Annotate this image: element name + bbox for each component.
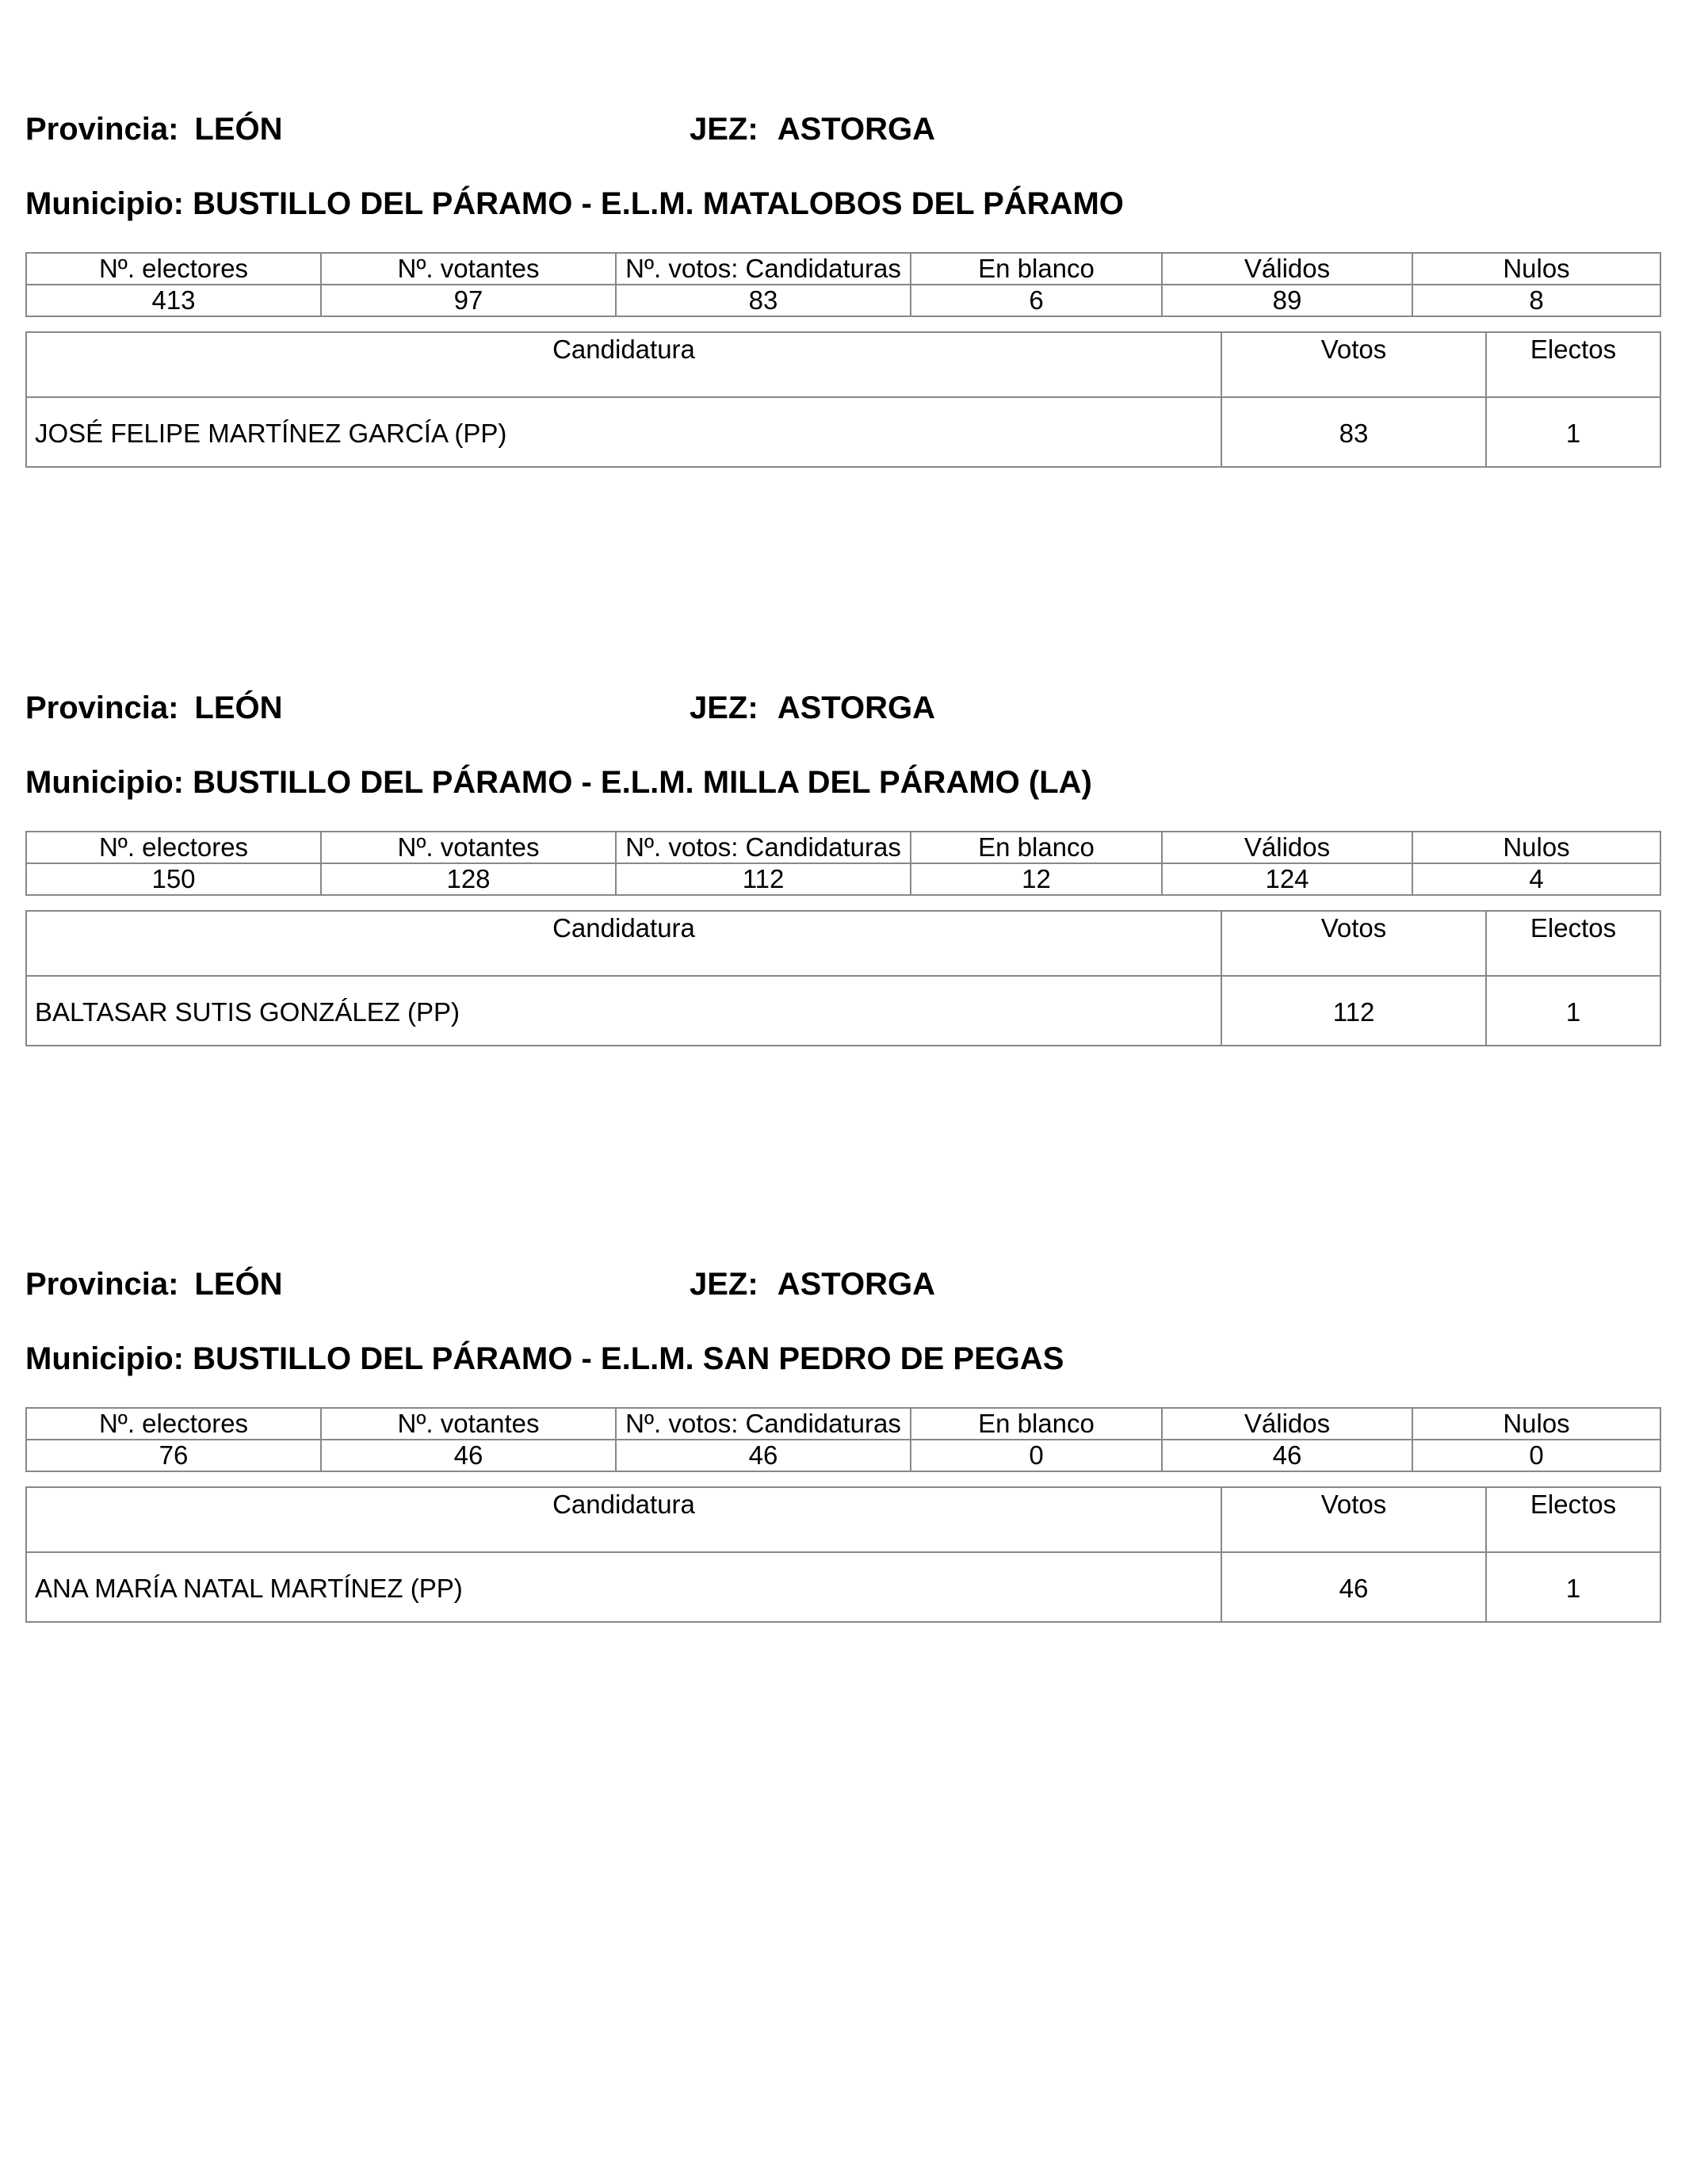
municipio-line (25, 1341, 1064, 1377)
en-blanco-value: 12 (911, 863, 1162, 895)
votantes-value: 97 (321, 285, 616, 316)
candidate-elected: 1 (1486, 976, 1660, 1046)
candidates-table (25, 1486, 1661, 1623)
jez-label: JEZ: (690, 1267, 758, 1302)
municipio-line (25, 764, 1092, 801)
candidates-table (25, 910, 1661, 1046)
candidates-header-row (26, 332, 1660, 397)
jez-value: ASTORGA (777, 690, 935, 725)
votantes-value: 46 (321, 1440, 616, 1471)
votos-header: Votos (1221, 332, 1486, 397)
provincia-label: Provincia: (25, 690, 179, 725)
jez-label: JEZ: (690, 112, 758, 147)
candidate-votes: 46 (1221, 1552, 1486, 1622)
votos-header: Votos (1221, 911, 1486, 976)
stats-header-cell: Nº. electores (26, 1408, 321, 1440)
stats-header-cell: En blanco (911, 1408, 1162, 1440)
candidate-row (26, 976, 1660, 1046)
validos-value: 124 (1162, 863, 1412, 895)
stats-value-row (26, 863, 1660, 895)
stats-table (25, 1407, 1661, 1472)
stats-header-cell: Nº. votantes (321, 832, 616, 863)
stats-table (25, 252, 1661, 317)
stats-header-cell: Nº. votantes (321, 253, 616, 285)
provincia-line (25, 111, 283, 147)
candidatura-header: Candidatura (26, 1487, 1221, 1552)
municipio-line (25, 186, 1124, 222)
candidates-header-row (26, 1487, 1660, 1552)
provincia-value: LEÓN (194, 112, 283, 147)
stats-header-cell: Nº. votos: Candidaturas (616, 1408, 911, 1440)
stats-header-row (26, 832, 1660, 863)
municipio-label: Municipio: (25, 1341, 184, 1376)
electos-header: Electos (1486, 332, 1660, 397)
votos-candidaturas-value: 83 (616, 285, 911, 316)
electores-value: 150 (26, 863, 321, 895)
stats-header-cell: Nº. electores (26, 253, 321, 285)
en-blanco-value: 6 (911, 285, 1162, 316)
stats-header-cell: Nulos (1412, 253, 1660, 285)
candidatura-header: Candidatura (26, 911, 1221, 976)
provincia-value: LEÓN (194, 690, 283, 725)
stats-header-row (26, 253, 1660, 285)
votos-header: Votos (1221, 1487, 1486, 1552)
provincia-label: Provincia: (25, 112, 179, 147)
votos-candidaturas-value: 46 (616, 1440, 911, 1471)
candidate-row (26, 397, 1660, 467)
electores-value: 76 (26, 1440, 321, 1471)
nulos-value: 4 (1412, 863, 1660, 895)
votantes-value: 128 (321, 863, 616, 895)
en-blanco-value: 0 (911, 1440, 1162, 1471)
municipio-value: BUSTILLO DEL PÁRAMO - E.L.M. MATALOBOS DEL PÁRAMO (193, 186, 1124, 221)
candidatura-header: Candidatura (26, 332, 1221, 397)
stats-value-row (26, 1440, 1660, 1471)
municipio-label: Municipio: (25, 765, 184, 800)
nulos-value: 8 (1412, 285, 1660, 316)
stats-header-cell: Válidos (1162, 253, 1412, 285)
stats-header-cell: En blanco (911, 832, 1162, 863)
stats-header-cell: En blanco (911, 253, 1162, 285)
jez-value: ASTORGA (777, 112, 935, 147)
stats-header-cell: Nulos (1412, 832, 1660, 863)
provincia-value: LEÓN (194, 1267, 283, 1302)
electos-header: Electos (1486, 911, 1660, 976)
jez-line (690, 690, 935, 726)
stats-header-cell: Válidos (1162, 832, 1412, 863)
jez-line (690, 1266, 935, 1302)
candidate-name: ANA MARÍA NATAL MARTÍNEZ (PP) (26, 1552, 1221, 1622)
jez-value: ASTORGA (777, 1267, 935, 1302)
electores-value: 413 (26, 285, 321, 316)
municipio-value: BUSTILLO DEL PÁRAMO - E.L.M. SAN PEDRO DE PEGAS (193, 1341, 1064, 1376)
candidate-name: BALTASAR SUTIS GONZÁLEZ (PP) (26, 976, 1221, 1046)
jez-line (690, 111, 935, 147)
stats-header-cell: Nulos (1412, 1408, 1660, 1440)
provincia-line (25, 1266, 283, 1302)
stats-header-cell: Nº. votos: Candidaturas (616, 253, 911, 285)
candidate-row (26, 1552, 1660, 1622)
municipio-value: BUSTILLO DEL PÁRAMO - E.L.M. MILLA DEL PÁRAMO (LA) (193, 765, 1092, 800)
candidates-table (25, 331, 1661, 468)
candidate-votes: 112 (1221, 976, 1486, 1046)
candidate-elected: 1 (1486, 397, 1660, 467)
stats-header-cell: Válidos (1162, 1408, 1412, 1440)
electos-header: Electos (1486, 1487, 1660, 1552)
validos-value: 46 (1162, 1440, 1412, 1471)
candidate-votes: 83 (1221, 397, 1486, 467)
provincia-label: Provincia: (25, 1267, 179, 1302)
nulos-value: 0 (1412, 1440, 1660, 1471)
stats-header-cell: Nº. votantes (321, 1408, 616, 1440)
validos-value: 89 (1162, 285, 1412, 316)
candidate-name: JOSÉ FELIPE MARTÍNEZ GARCÍA (PP) (26, 397, 1221, 467)
votos-candidaturas-value: 112 (616, 863, 911, 895)
candidates-header-row (26, 911, 1660, 976)
stats-header-row (26, 1408, 1660, 1440)
stats-header-cell: Nº. votos: Candidaturas (616, 832, 911, 863)
stats-value-row (26, 285, 1660, 316)
stats-table (25, 831, 1661, 896)
candidate-elected: 1 (1486, 1552, 1660, 1622)
jez-label: JEZ: (690, 690, 758, 725)
stats-header-cell: Nº. electores (26, 832, 321, 863)
provincia-line (25, 690, 283, 726)
municipio-label: Municipio: (25, 186, 184, 221)
